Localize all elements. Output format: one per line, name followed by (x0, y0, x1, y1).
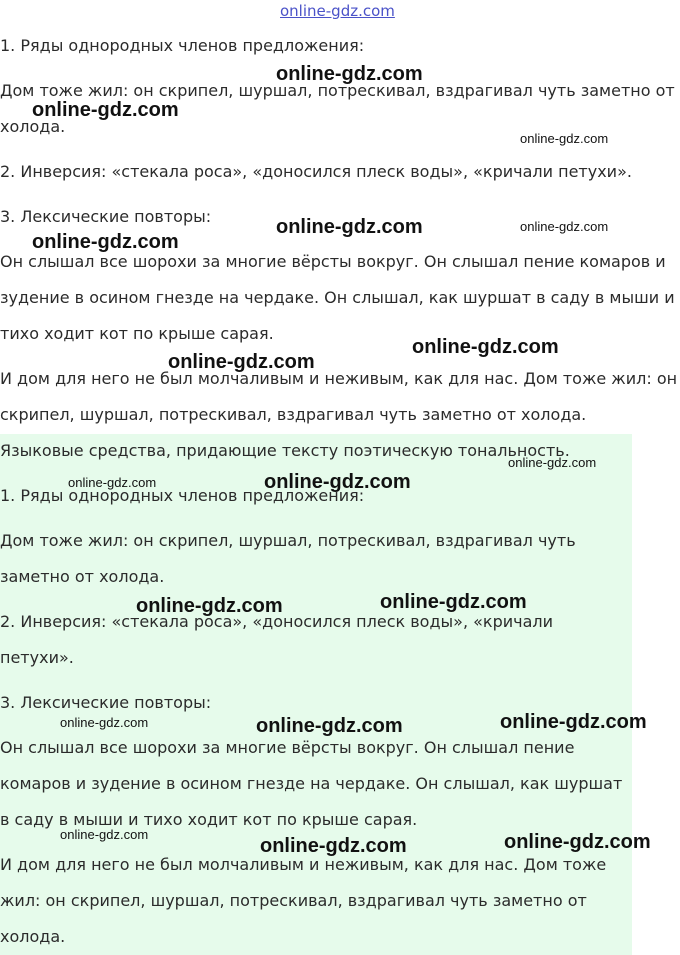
homogeneous-line: Дом тоже жил: он скрипел, шуршал, потрескивал, вздрагивал чуть (0, 531, 576, 550)
closing-line: холода. (0, 927, 66, 946)
watermark: online-gdz.com (256, 715, 403, 737)
watermark: online-gdz.com (260, 835, 407, 857)
heading-homogeneous: 1. Ряды однородных членов предложения: (0, 486, 365, 505)
site-watermark-link[interactable]: online-gdz.com (280, 2, 395, 20)
watermark: online-gdz.com (508, 455, 597, 470)
repeats-line: зудение в осином гнезде на чердаке. Он слышал, как шуршат в саду в мыши и (0, 288, 675, 307)
watermark: online-gdz.com (32, 231, 179, 253)
closing-line: скрипел, шуршал, потрескивал, вздрагивал чуть заметно от холода. (0, 405, 587, 424)
homogeneous-line: Дом тоже жил: он скрипел, шуршал, потрескивал, вздрагивал чуть заметно от (0, 81, 675, 100)
homogeneous-line: холода. (0, 117, 66, 136)
watermark: online-gdz.com (168, 351, 315, 373)
closing-line: И дом для него не был молчаливым и неживым, как для нас. Дом тоже (0, 855, 607, 874)
repeats-line: тихо ходит кот по крыше сарая. (0, 324, 274, 343)
watermark: online-gdz.com (136, 595, 283, 617)
heading-lexical-repeats: 3. Лексические повторы: (0, 207, 212, 226)
watermark: online-gdz.com (380, 591, 527, 613)
watermark: online-gdz.com (520, 131, 609, 146)
watermark: online-gdz.com (264, 471, 411, 493)
repeats-line: в саду в мыши и тихо ходит кот по крыше сарая. (0, 810, 418, 829)
watermark: online-gdz.com (60, 827, 149, 842)
heading-lexical-repeats: 3. Лексические повторы: (0, 693, 212, 712)
repeats-line: комаров и зудение в осином гнезде на чердаке. Он слышал, как шуршат (0, 774, 623, 793)
closing-line: жил: он скрипел, шуршал, потрескивал, вздрагивал чуть заметно от (0, 891, 587, 910)
watermark: online-gdz.com (276, 63, 423, 85)
watermark: online-gdz.com (276, 216, 423, 238)
inversion-line: 2. Инверсия: «стекала роса», «доносился плеск воды», «кричали (0, 612, 554, 631)
heading-homogeneous: 1. Ряды однородных членов предложения: (0, 36, 365, 55)
watermark: online-gdz.com (68, 475, 157, 490)
closing-line: И дом для него не был молчаливым и неживым, как для нас. Дом тоже жил: он (0, 369, 678, 388)
watermark: online-gdz.com (32, 99, 179, 121)
inversion-line: петухи». (0, 648, 74, 667)
heading-inversion: 2. Инверсия: «стекала роса», «доносился плеск воды», «кричали петухи». (0, 162, 632, 181)
watermark: online-gdz.com (500, 711, 647, 733)
watermark: online-gdz.com (520, 219, 609, 234)
watermark: online-gdz.com (412, 336, 559, 358)
repeats-line: Он слышал все шорохи за многие вёрсты вокруг. Он слышал пение (0, 738, 575, 757)
section-title: Языковые средства, придающие тексту поэтическую тональность. (0, 441, 570, 460)
watermark: online-gdz.com (504, 831, 651, 853)
watermark: online-gdz.com (60, 715, 149, 730)
repeats-line: Он слышал все шорохи за многие вёрсты вокруг. Он слышал пение комаров и (0, 252, 666, 271)
homogeneous-line: заметно от холода. (0, 567, 165, 586)
